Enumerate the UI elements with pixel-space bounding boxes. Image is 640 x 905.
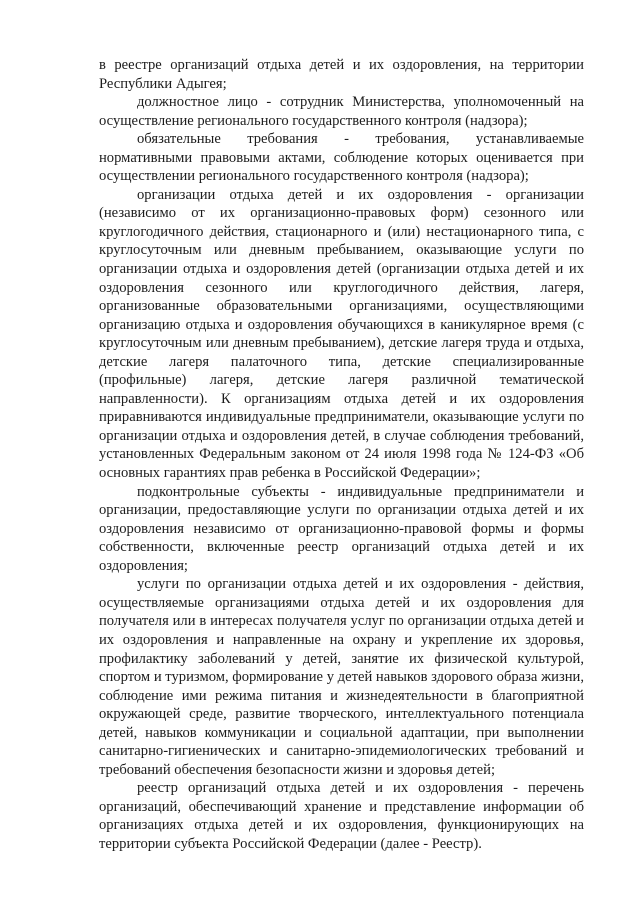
paragraph-mandatory-requirements: обязательные требования - требования, устанавливаемые нормативными правовыми актами, соблюдение которых оценивается при осуществлении регионального государственного контроля (надзора); [99,131,584,185]
paragraph-services-definition: услуги по организации отдыха детей и их оздоровления - действия, осуществляемые организациями отдыха детей и их оздоровления для получателя или в интересах получателя услуг по организации отдыха детей и их оздоровления и направленные на охрану и укрепление их здоровья, профилактику заболеваний у детей, занятие их физической культурой, спортом и туризмом, формирование у детей навыков здорового образа жизни, соблюдение ими режима питания и жизнедеятельности в благоприятной окружающей среде, развитие творческого, интеллектуального потенциала детей, навыков коммуникации и социальной адаптации, при выполнении санитарно-гигиенических и санитарно-эпидемиологических требований и требований обеспечения безопасности жизни и здоровья детей; [99,576,584,778]
paragraph-registry-definition: реестр организаций отдыха детей и их оздоровления - перечень организаций, обеспечивающий хранение и представление информации об организациях отдыха детей и их оздоровления, функционирующих на территории субъекта Российской Федерации (далее - Реестр). [99,780,584,852]
paragraph-organizations-definition: организации отдыха детей и их оздоровления - организации (независимо от их организационно-правовых форм) сезонного или круглогодичного действия, стационарного и (или) нестационарного типа, с круглосуточным или дневным пребыванием, оказывающие услуги по организации отдыха и оздоровления детей (организации отдыха детей и их оздоровления сезонного или круглогодичного действия, лагеря, организованные образовательными организациями, осуществляющими организацию отдыха и оздоровления обучающихся в каникулярное время (с круглосуточным или дневным пребыванием), детские лагеря труда и отдыха, детские лагеря палаточного типа, детские специализированные (профильные) лагеря, детские лагеря различной тематической направленности). К организациям отдыха детей и их оздоровления приравниваются индивидуальные предприниматели, оказывающие услуги по организации отдыха и оздоровления детей, в случае соблюдения требований, установленных Федеральным законом от 24 июля 1998 года № 124-ФЗ «Об основных гарантиях прав ребенка в Российской Федерации»; [99,186,584,482]
paragraph-registry-continuation: в реестре организаций отдыха детей и их оздоровления, на территории Республики Адыгея; [99,57,584,92]
paragraph-controlled-subjects: подконтрольные субъекты - индивидуальные предприниматели и организации, предоставляющие услуги по организации отдыха детей и их оздоровления независимо от организационно-правовой формы и формы собственности, включенные реестр организаций отдыха детей и их оздоровления; [99,483,584,574]
paragraph-official-definition: должностное лицо - сотрудник Министерства, уполномоченный на осуществление регионального государственного контроля (надзора); [99,94,584,129]
document-page [99,56,584,854]
